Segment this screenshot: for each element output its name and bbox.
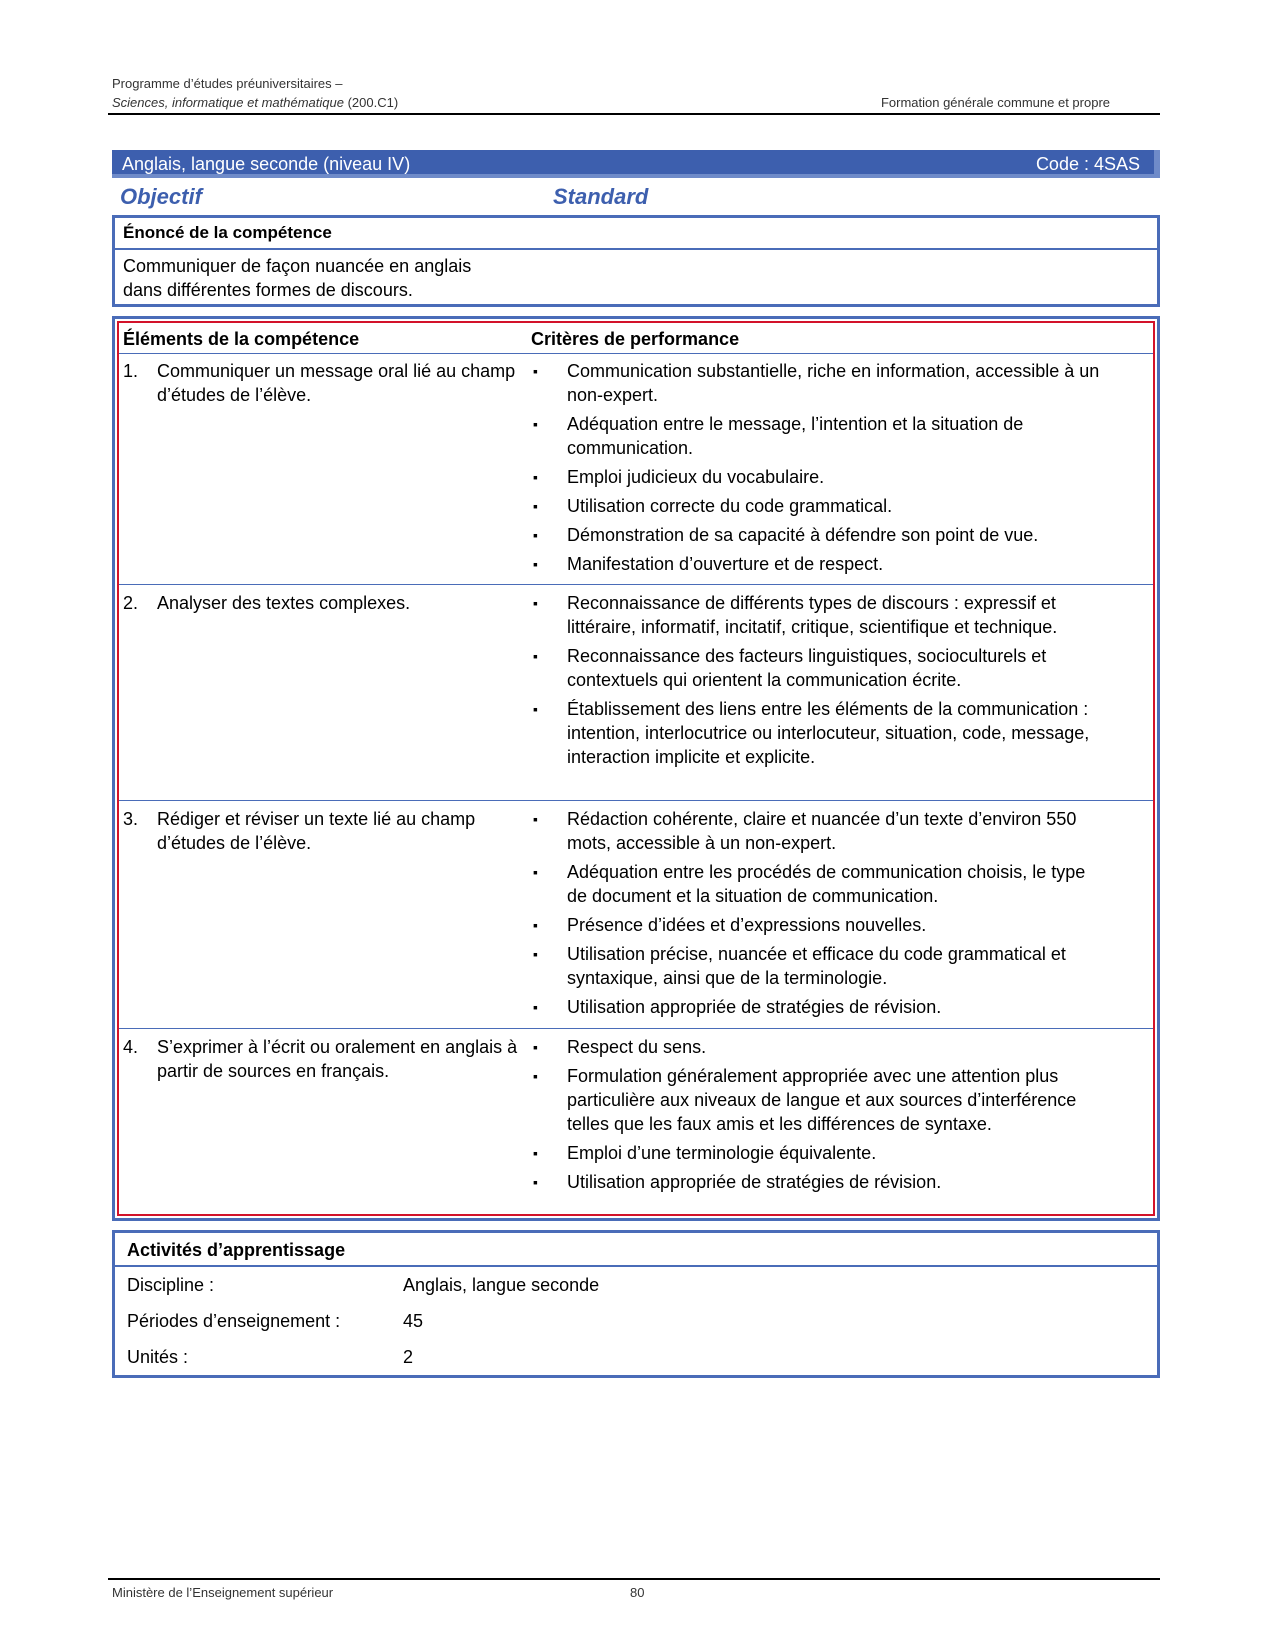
header-program-code: (200.C1) bbox=[347, 95, 399, 110]
element-row-3 bbox=[123, 807, 533, 855]
criterion-item: ▪ Utilisation appropriée de stratégies de révision. bbox=[531, 1170, 1106, 1194]
enonce-box bbox=[112, 215, 1160, 307]
element-row-4 bbox=[123, 1035, 533, 1083]
row-divider bbox=[119, 584, 1153, 585]
col-elements-header: Éléments de la compétence bbox=[123, 329, 360, 349]
criterion-item: ▪ Rédaction cohérente, claire et nuancée d’un texte d’environ 550 mots, accessible à un non-expert. bbox=[531, 807, 1106, 855]
criterion-item: ▪ Démonstration de sa capacité à défendre son point de vue. bbox=[531, 523, 1106, 547]
element-text: Analyser des textes complexes. bbox=[157, 593, 411, 613]
criterion-item: ▪ Reconnaissance de différents types de discours : expressif et littéraire, informatif, incitatif, critique, scientifique et technique. bbox=[531, 591, 1106, 639]
criterion-item: ▪ Utilisation appropriée de stratégies de révision. bbox=[531, 995, 1106, 1019]
criterion-item: ▪ Formulation généralement appropriée avec une attention plus particulière aux niveaux de langue et aux sources d’interférence telles que les faux amis et les différences de syntaxe. bbox=[531, 1064, 1106, 1136]
unites-row bbox=[127, 1347, 413, 1368]
enonce-body bbox=[123, 254, 471, 302]
row-divider bbox=[119, 1028, 1153, 1029]
header-program-name: Sciences, informatique et mathématique bbox=[112, 95, 344, 110]
criterion-item: ▪ Manifestation d’ouverture et de respect. bbox=[531, 552, 1106, 576]
unites-value: 2 bbox=[403, 1347, 414, 1367]
header-program-line1: Programme d’études préuniversitaires – bbox=[112, 76, 343, 91]
element-row-2 bbox=[123, 591, 533, 615]
periodes-value: 45 bbox=[403, 1311, 424, 1331]
criterion-item: ▪ Utilisation correcte du code grammatical. bbox=[531, 494, 1106, 518]
activites-heading: Activités d’apprentissage bbox=[127, 1240, 346, 1260]
standard-label: Standard bbox=[553, 184, 649, 209]
criterion-item: ▪ Emploi judicieux du vocabulaire. bbox=[531, 465, 1106, 489]
course-title-bar bbox=[112, 150, 1160, 178]
criteria-list-4 bbox=[531, 1035, 1106, 1199]
element-number: 1. bbox=[123, 361, 139, 381]
discipline-row bbox=[127, 1275, 599, 1296]
course-title: Anglais, langue seconde (niveau IV) bbox=[122, 154, 411, 174]
footer-ministry: Ministère de l’Enseignement supérieur bbox=[112, 1585, 334, 1600]
criteria-list-3 bbox=[531, 807, 1106, 1024]
criterion-item: ▪ Adéquation entre le message, l’intention et la situation de communication. bbox=[531, 412, 1106, 460]
discipline-label: Discipline : bbox=[127, 1275, 215, 1295]
criterion-item: ▪ Utilisation précise, nuancée et efficace du code grammatical et syntaxique, ainsi que de la terminologie. bbox=[531, 942, 1106, 990]
element-number: 2. bbox=[123, 593, 139, 613]
criterion-item: ▪ Emploi d’une terminologie équivalente. bbox=[531, 1141, 1106, 1165]
enonce-heading: Énoncé de la compétence bbox=[123, 223, 332, 242]
element-text: S’exprimer à l’écrit ou oralement en anglais à partir de sources en français. bbox=[157, 1037, 518, 1081]
footer-rule bbox=[108, 1578, 1160, 1580]
header-program-line2 bbox=[112, 95, 398, 110]
element-number: 3. bbox=[123, 809, 139, 829]
course-code: Code : 4SAS bbox=[1035, 154, 1140, 174]
element-number: 4. bbox=[123, 1037, 139, 1057]
criterion-item: ▪ Communication substantielle, riche en information, accessible à un non-expert. bbox=[531, 359, 1106, 407]
criterion-item: ▪ Présence d’idées et d’expressions nouvelles. bbox=[531, 913, 1106, 937]
objectif-label: Objectif bbox=[120, 184, 202, 209]
enonce-header bbox=[115, 218, 1157, 250]
discipline-value: Anglais, langue seconde bbox=[403, 1275, 600, 1295]
criterion-item: ▪ Adéquation entre les procédés de communication choisis, le type de document et la situation de communication. bbox=[531, 860, 1106, 908]
periodes-label: Périodes d’enseignement : bbox=[127, 1311, 341, 1331]
criterion-item: ▪ Respect du sens. bbox=[531, 1035, 1106, 1059]
page-number: 80 bbox=[630, 1585, 645, 1600]
enonce-line-2: dans différentes formes de discours. bbox=[123, 280, 413, 300]
unites-label: Unités : bbox=[127, 1347, 189, 1367]
element-text: Communiquer un message oral lié au champ d’études de l’élève. bbox=[157, 361, 516, 405]
element-text: Rédiger et réviser un texte lié au champ d’études de l’élève. bbox=[157, 809, 476, 853]
competence-table-inner bbox=[117, 321, 1155, 1216]
activites-box bbox=[112, 1230, 1160, 1378]
activites-header bbox=[115, 1233, 1157, 1267]
col-criteres-header: Critères de performance bbox=[531, 329, 740, 349]
periodes-row bbox=[127, 1311, 423, 1332]
header-right-text: Formation générale commune et propre bbox=[880, 95, 1110, 110]
criteria-list-1 bbox=[531, 359, 1106, 581]
header-rule bbox=[108, 113, 1160, 115]
criterion-item: ▪ Reconnaissance des facteurs linguistiques, socioculturels et contextuels qui orientent la communication écrite. bbox=[531, 644, 1106, 692]
enonce-line-1: Communiquer de façon nuancée en anglais bbox=[123, 256, 472, 276]
competence-table bbox=[112, 316, 1160, 1221]
row-divider bbox=[119, 800, 1153, 801]
table-header-rule bbox=[119, 353, 1153, 354]
element-row-1 bbox=[123, 359, 533, 407]
criterion-item: ▪ Établissement des liens entre les éléments de la communication : intention, interlocutrice ou interlocuteur, situation, code, message, interaction implicite et explicite. bbox=[531, 697, 1106, 769]
criteria-list-2 bbox=[531, 591, 1106, 774]
